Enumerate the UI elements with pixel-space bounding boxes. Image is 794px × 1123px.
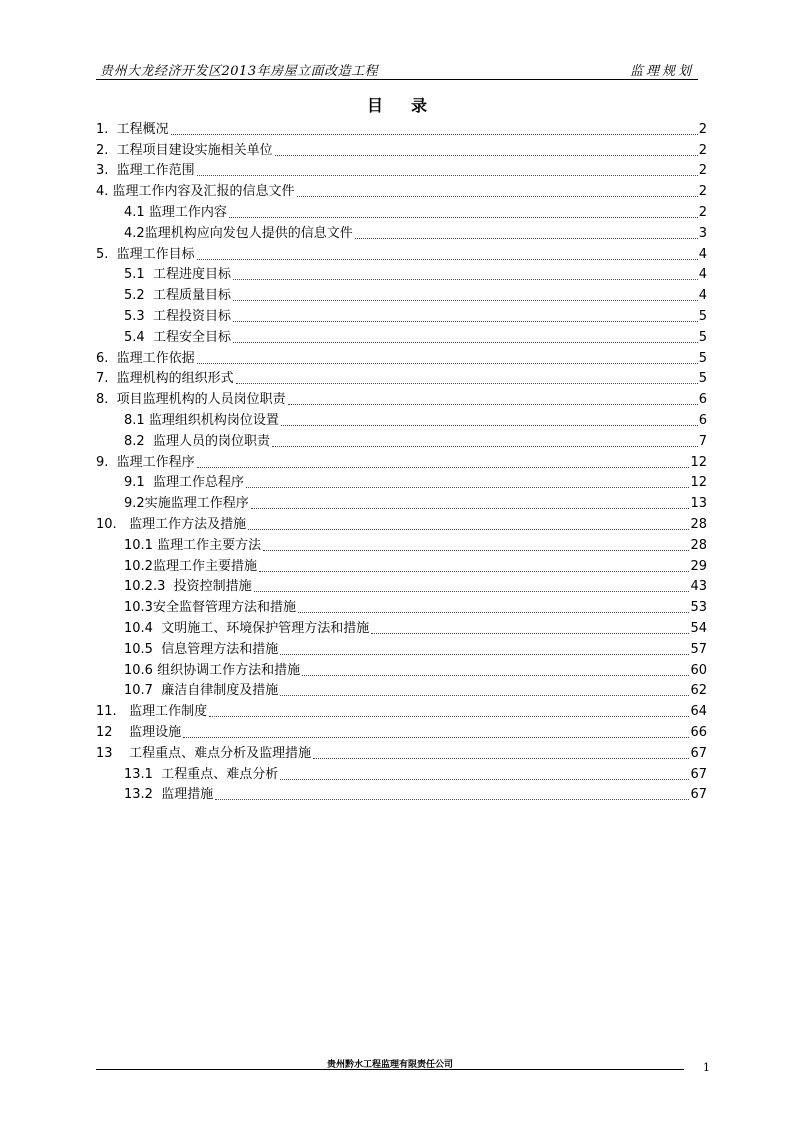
toc-entry-number: 6. [96, 350, 109, 366]
toc-dot-leader [197, 259, 698, 260]
toc-entry-page: 29 [690, 558, 707, 574]
toc-entry[interactable] [96, 263, 707, 284]
toc-entry-number: 5.1 [124, 267, 145, 283]
toc-entry-number: 1. [96, 121, 109, 137]
toc-entry-number: 4.2 [124, 225, 145, 241]
toc-entry-title: 安全监督管理方法和措施 [152, 600, 296, 616]
toc-entry-spacing [153, 683, 161, 699]
page-footer [96, 1060, 684, 1070]
toc-entry-page: 2 [698, 142, 707, 158]
toc-entry-number: 5.4 [124, 329, 145, 345]
toc-dot-leader [233, 279, 698, 280]
toc-entry-page: 2 [698, 121, 707, 137]
toc-entry-spacing [153, 787, 161, 803]
toc-entry-page: 4 [698, 288, 707, 304]
toc-entry-number: 9.2 [124, 496, 145, 512]
toc-entry-number: 4. [96, 184, 109, 200]
toc-entry[interactable] [96, 408, 707, 429]
toc-entry-title: 工程投资目标 [152, 308, 231, 324]
toc-entry-page: 53 [690, 600, 707, 616]
toc-entry-number: 3. [96, 163, 109, 179]
toc-entry-spacing [145, 475, 153, 491]
toc-entry[interactable] [96, 533, 707, 554]
toc-dot-leader [355, 238, 698, 239]
toc-dot-leader [275, 155, 698, 156]
toc-entry[interactable] [96, 720, 707, 741]
toc-entry-page: 64 [690, 704, 707, 720]
toc-dot-leader [183, 737, 689, 738]
toc-dot-leader [280, 695, 689, 696]
toc-entry[interactable] [96, 637, 707, 658]
page-header [96, 59, 698, 80]
toc-entry-number: 8.1 [124, 412, 145, 428]
toc-entry-spacing [145, 288, 153, 304]
toc-entry-page: 6 [698, 392, 707, 408]
toc-entry-title: 监理工作目标 [116, 246, 195, 262]
toc-entry[interactable] [96, 117, 707, 138]
toc-entry-title: 工程质量目标 [152, 288, 231, 304]
toc-entry[interactable] [96, 762, 707, 783]
toc-entry-number: 10.7 [124, 683, 153, 699]
toc-dot-leader [171, 134, 698, 135]
toc-dot-leader [209, 716, 689, 717]
toc-dot-leader [371, 633, 689, 634]
toc-entry-spacing [108, 455, 116, 471]
toc-entry-number: 9. [96, 454, 109, 470]
toc-entry-page: 4 [698, 267, 707, 283]
toc-entry-spacing [108, 371, 116, 387]
toc-entry-spacing [145, 309, 153, 325]
toc-entry-spacing [113, 725, 130, 741]
toc-dot-leader [233, 342, 698, 343]
toc-dot-leader [229, 217, 698, 218]
toc-entry-number: 5. [96, 246, 109, 262]
toc-entry[interactable] [96, 512, 707, 533]
toc-entry-number: 8.2 [124, 433, 145, 449]
toc-entry[interactable] [96, 575, 707, 596]
toc-entry-page: 13 [690, 496, 707, 512]
toc-entry[interactable] [96, 491, 707, 512]
toc-entry-page: 43 [690, 579, 707, 595]
toc-entry-page: 12 [690, 475, 707, 491]
toc-entry-spacing [117, 517, 129, 533]
toc-entry-title: 监理机构应向发包人提供的信息文件 [144, 225, 353, 241]
toc-entry-number: 5.2 [124, 288, 145, 304]
toc-entry[interactable] [96, 741, 707, 762]
toc-entry-number: 5.3 [124, 308, 145, 324]
toc-entry[interactable] [96, 783, 707, 804]
toc-entry-spacing [108, 351, 116, 367]
toc-entry-title: 监理工作范围 [116, 163, 195, 179]
toc-entry-spacing [145, 434, 153, 450]
toc-entry-number: 4.1 [124, 204, 145, 220]
toc-entry[interactable] [96, 554, 707, 575]
toc-title: 目录 [366, 96, 455, 115]
toc-entry-number: 13.1 [124, 766, 153, 782]
toc-entry-page: 7 [698, 433, 707, 449]
toc-entry-title: 监理工作主要方法 [157, 537, 262, 553]
toc-entry-page: 28 [690, 516, 707, 532]
toc-entry-title: 监理工作方法及措施 [129, 516, 247, 532]
toc-entry-spacing [108, 247, 116, 263]
toc-dot-leader [280, 654, 689, 655]
toc-dot-leader [298, 612, 689, 613]
toc-entry-number: 12 [96, 724, 113, 740]
toc-entry-title: 工程重点、难点分析及监理措施 [129, 745, 312, 761]
toc-dot-leader [259, 571, 689, 572]
toc-entry-title: 监理工作总程序 [152, 475, 244, 491]
toc-entry-title: 监理措施 [161, 787, 214, 803]
toc-entry-title: 监理人员的岗位职责 [152, 433, 270, 449]
toc-entry-page: 6 [698, 412, 707, 428]
toc-entry-page: 5 [698, 329, 707, 345]
toc-entry-title: 文明施工、环境保护管理方法和措施 [161, 620, 370, 636]
toc-dot-leader [280, 779, 689, 780]
toc-entry-title: 监理组织机构岗位设置 [148, 412, 279, 428]
toc-entry-number: 10.6 [124, 662, 153, 678]
toc-entry-spacing [117, 704, 129, 720]
toc-entry-title: 监理机构的组织形式 [116, 371, 234, 387]
toc-dot-leader [246, 487, 689, 488]
toc-entry[interactable] [96, 200, 707, 221]
toc-entry-number: 10.5 [124, 641, 153, 657]
toc-dot-leader [302, 675, 689, 676]
toc-entry-spacing [108, 122, 116, 138]
toc-entry-page: 54 [690, 620, 707, 636]
toc-dot-leader [197, 363, 698, 364]
toc-dot-leader [254, 591, 690, 592]
toc-entry-number: 11. [96, 704, 117, 720]
toc-entry-page: 5 [698, 371, 707, 387]
toc-entry-title: 工程概况 [116, 121, 169, 137]
toc-entry[interactable] [96, 159, 707, 180]
toc-entry[interactable] [96, 699, 707, 720]
toc-dot-leader [288, 404, 698, 405]
toc-entry-spacing [108, 163, 116, 179]
toc-entry-number: 13.2 [124, 787, 153, 803]
toc-entry-title: 监理工作主要措施 [152, 558, 257, 574]
toc-entry[interactable] [96, 138, 707, 159]
toc-dot-leader [197, 175, 698, 176]
toc-entry-number: 7. [96, 371, 109, 387]
toc-entry-spacing [153, 621, 161, 637]
toc-dot-leader [233, 321, 698, 322]
toc-entry-number: 9.1 [124, 475, 145, 491]
toc-entry-title: 投资控制措施 [173, 579, 252, 595]
toc-dot-leader [197, 467, 690, 468]
toc-entry-title: 监理工作程序 [116, 454, 195, 470]
toc-dot-leader [313, 758, 689, 759]
toc-entry[interactable] [96, 471, 707, 492]
toc-entry[interactable] [96, 658, 707, 679]
toc-entry-title: 工程安全目标 [152, 329, 231, 345]
toc-entry-spacing [108, 392, 116, 408]
toc-entry-page: 66 [690, 724, 707, 740]
toc-entry[interactable] [96, 429, 707, 450]
toc-dot-leader [236, 383, 698, 384]
toc-entry-page: 57 [690, 641, 707, 657]
toc-entry[interactable] [96, 283, 707, 304]
toc-entry-page: 2 [698, 184, 707, 200]
toc-entry-title: 监理工作制度 [129, 704, 208, 720]
toc-entry-page: 28 [690, 537, 707, 553]
toc-entry-title: 工程重点、难点分析 [161, 766, 279, 782]
toc-entry-spacing [145, 330, 153, 346]
toc-entry-spacing [153, 642, 161, 658]
toc-entry[interactable] [96, 325, 707, 346]
toc-entry-spacing [113, 746, 130, 762]
toc-entry-title: 监理工作内容及汇报的信息文件 [112, 184, 295, 200]
toc-entry-page: 4 [698, 246, 707, 262]
toc-entry-page: 2 [698, 204, 707, 220]
toc-entry-title: 信息管理方法和措施 [161, 641, 279, 657]
toc-entry[interactable] [96, 304, 707, 325]
toc-entry[interactable] [96, 616, 707, 637]
toc-entry-number: 8. [96, 392, 109, 408]
toc-entry-page: 5 [698, 350, 707, 366]
toc-entry[interactable] [96, 367, 707, 388]
toc-entry-title: 监理设施 [129, 724, 182, 740]
page-number: 1 [703, 1061, 710, 1074]
toc-entry[interactable] [96, 221, 707, 242]
toc-entry-number: 10.4 [124, 620, 153, 636]
toc-entry-number: 10. [96, 516, 117, 532]
toc-entry-number: 10.2 [124, 558, 153, 574]
toc-entry-title: 工程项目建设实施相关单位 [116, 142, 273, 158]
toc-entry[interactable] [96, 242, 707, 263]
toc-entry-number: 10.1 [124, 537, 153, 553]
toc-dot-leader [297, 196, 698, 197]
toc-entry-title: 实施监理工作程序 [144, 496, 249, 512]
toc-entry-page: 62 [690, 683, 707, 699]
table-of-contents [96, 117, 707, 803]
toc-entry-number: 2. [96, 142, 109, 158]
header-project-title: 贵州大龙经济开发区2013年房屋立面改造工程 [100, 64, 379, 79]
toc-entry-page: 67 [690, 766, 707, 782]
toc-dot-leader [215, 799, 689, 800]
toc-entry-page: 2 [698, 163, 707, 179]
toc-entry-title: 廉洁自律制度及措施 [161, 683, 279, 699]
toc-entry[interactable] [96, 387, 707, 408]
header-doc-type: 监理规划 [629, 64, 694, 79]
toc-entry-spacing [165, 579, 173, 595]
toc-entry[interactable] [96, 679, 707, 700]
toc-entry-page: 12 [690, 454, 707, 470]
toc-entry-title: 监理工作内容 [148, 204, 227, 220]
toc-entry-page: 3 [698, 225, 707, 241]
toc-entry-number: 10.3 [124, 600, 153, 616]
toc-entry-title: 工程进度目标 [152, 267, 231, 283]
toc-entry[interactable] [96, 346, 707, 367]
toc-entry-page: 67 [690, 745, 707, 761]
toc-entry-number: 13 [96, 745, 113, 761]
toc-entry-spacing [153, 767, 161, 783]
toc-entry[interactable] [96, 595, 707, 616]
toc-entry[interactable] [96, 450, 707, 471]
toc-dot-leader [248, 529, 689, 530]
toc-entry-spacing [108, 143, 116, 159]
toc-dot-leader [251, 508, 690, 509]
toc-entry[interactable] [96, 179, 707, 200]
footer-company-name: 贵州黔水工程监理有限责任公司 [326, 1060, 453, 1070]
toc-dot-leader [263, 550, 689, 551]
toc-entry-title: 组织协调工作方法和措施 [157, 662, 301, 678]
toc-entry-page: 60 [690, 662, 707, 678]
toc-entry-title: 监理工作依据 [116, 350, 195, 366]
toc-dot-leader [281, 425, 698, 426]
toc-entry-spacing [145, 267, 153, 283]
toc-entry-page: 67 [690, 787, 707, 803]
toc-entry-page: 5 [698, 308, 707, 324]
toc-entry-number: 10.2.3 [124, 579, 166, 595]
toc-entry-title: 项目监理机构的人员岗位职责 [116, 392, 286, 408]
toc-dot-leader [272, 446, 698, 447]
toc-dot-leader [233, 300, 698, 301]
